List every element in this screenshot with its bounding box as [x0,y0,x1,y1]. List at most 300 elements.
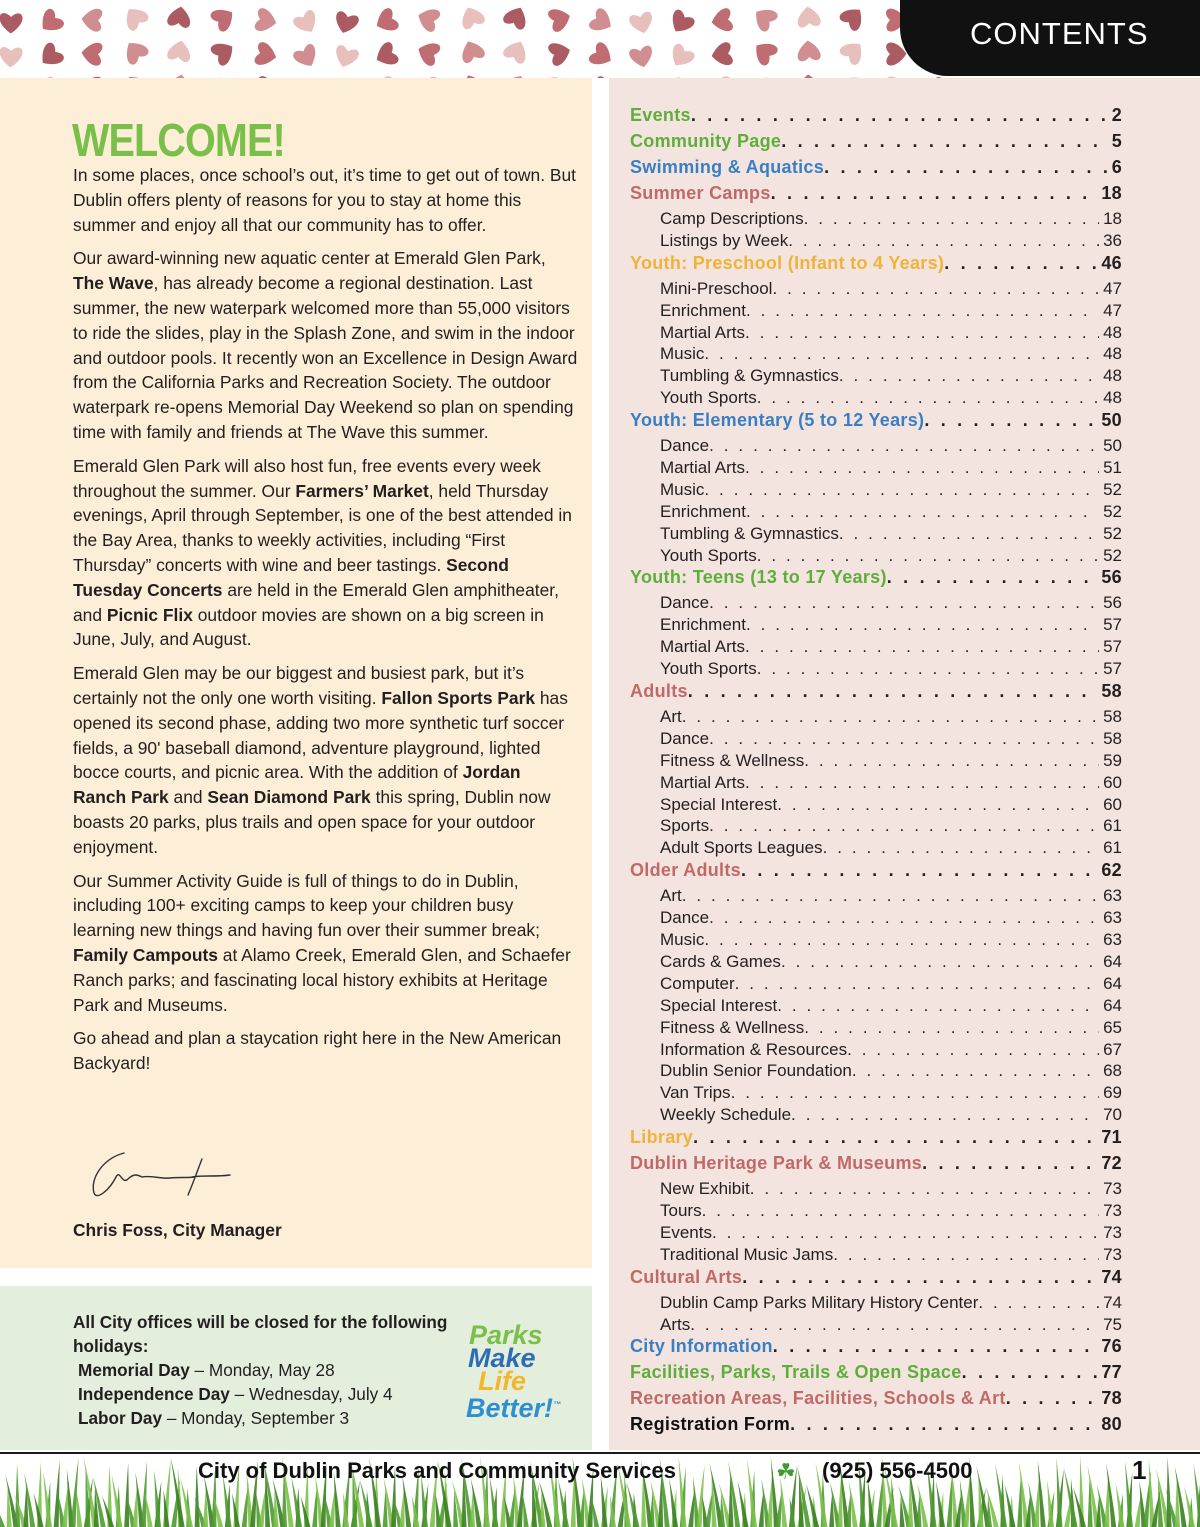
toc-page-number: 56 [1103,593,1122,613]
toc-label: Registration Form [630,1414,791,1435]
toc-label: Tumbling & Gymnastics [660,523,839,543]
toc-section [630,1414,1122,1440]
toc-leader [944,253,1097,274]
toc-entry [630,838,1122,860]
toc-label: Special Interest [660,995,778,1015]
heart-shape [414,38,441,67]
toc-leader [833,1245,1099,1265]
toc-label: Martial Arts [660,637,746,657]
toc-leader [693,1127,1097,1148]
toc-label: Dublin Senior Foundation [660,1061,852,1081]
heart-shape [588,0,617,2]
toc-page-number: 48 [1103,322,1122,342]
toc-label: Events [660,1222,712,1242]
footer-organization: City of Dublin Parks and Community Services [198,1458,677,1483]
welcome-title: WELCOME! [72,114,285,166]
holiday-name: Labor Day [78,1408,163,1428]
toc-leader [777,996,1099,1016]
toc-page-number: 47 [1103,278,1122,298]
toc-entry [630,458,1122,480]
welcome-paragraph: Emerald Glen may be our biggest and busiest park, but it’s certainly not the only one worth visiting. Fallon Sports Park has opened its second phase, adding two more synthetic turf soccer fields, a 90' baseball diamond, adventure playground, lighted bocce courts, and picnic area. With the addition of Jordan Ranch Park and Sean Diamond Park this spring, Dublin now boasts 20 parks, plus trails and open space for your outdoor enjoyment. [73,663,568,857]
toc-page-number: 71 [1101,1127,1122,1148]
toc-leader [788,231,1099,251]
heart-shape [547,5,573,33]
toc-page-number: 72 [1101,1153,1122,1174]
toc-label: Youth: Preschool (Infant to 4 Years) [630,252,945,273]
heart-shape [209,37,239,67]
toc-entry [630,637,1122,659]
toc-label: Camp Descriptions [660,209,804,228]
toc-leader [691,105,1108,126]
heart-shape [457,37,486,64]
toc-entry [630,231,1122,253]
toc-entry [630,344,1122,366]
heart-shape [749,3,779,34]
toc-leader [742,1267,1097,1288]
toc-page-number: 60 [1103,794,1122,814]
toc-section [630,1336,1122,1362]
toc-label: Youth: Elementary (5 to 12 Years) [630,410,925,431]
toc-section [630,1153,1122,1179]
parks-make-life-better-logo: Parks Make Life Better!™ [466,1320,562,1423]
holiday-item [73,1382,463,1406]
toc-leader [745,458,1099,478]
toc-entry [630,974,1122,996]
toc-section [630,253,1122,279]
grass-blade [43,1471,52,1527]
heart-shape [35,0,65,4]
toc-leader [804,751,1099,771]
toc-entry [630,1245,1122,1267]
heart-shape [332,10,360,36]
toc-entry [630,1201,1122,1223]
toc-label: Cultural Arts [630,1266,743,1287]
toc-label: Tours [660,1200,702,1220]
toc-leader [757,388,1099,408]
welcome-paragraph: Go ahead and plan a staycation right here in the New American Backyard! [73,1028,562,1074]
toc-page-number: 73 [1103,1200,1122,1220]
toc-label: Older Adults [630,860,741,881]
toc-label: Listings by Week [660,230,789,250]
grass-blade [76,1489,82,1527]
toc-leader [839,524,1099,544]
toc-label: Cards & Games [660,951,781,971]
toc-leader [690,1315,1099,1335]
toc-leader [804,1018,1099,1038]
toc-label: Martial Arts [660,458,746,478]
toc-leader [1006,1388,1098,1409]
toc-section [630,410,1122,436]
toc-leader [735,974,1099,994]
toc-leader [887,567,1098,588]
toc-leader [745,323,1099,343]
toc-leader [978,1293,1099,1313]
toc-page-number: 75 [1103,1314,1122,1334]
shamrock-icon: ☘ [776,1460,796,1485]
toc-label: Music [660,344,705,364]
heart-shape [372,41,400,70]
toc-leader [682,707,1099,727]
toc-label: Youth: Teens (13 to 17 Years) [630,567,887,588]
toc-section [630,860,1122,886]
heart-shape [628,0,655,2]
toc-leader [777,795,1099,815]
toc-page-number: 58 [1103,707,1122,727]
heart-shape [0,13,23,34]
welcome-paragraph: In some places, once school’s out, it’s time to get out of town. But Dublin offers plenty of reasons for you to stay at home this summer and enjoy all that our community has to offer. [73,165,576,235]
grass-blade [1005,1484,1016,1527]
holiday-notice [73,1310,463,1430]
toc-section [630,131,1122,157]
footer-phone: (925) 556-4500 [822,1458,973,1483]
toc-section [630,157,1122,183]
heart-shape [458,71,487,78]
toc-label: Computer [660,973,735,993]
toc-entry [630,615,1122,637]
toc-page-number: 73 [1103,1244,1122,1264]
holiday-notice-title: All City offices will be closed for the following holidays: [73,1312,448,1356]
toc-leader [823,838,1100,858]
toc-label: Music [660,479,705,499]
toc-entry [630,1040,1122,1062]
toc-leader [790,1414,1097,1435]
toc-entry [630,546,1122,568]
grass-blade [523,1494,529,1527]
toc-page-number: 51 [1103,458,1122,478]
heart-shape [457,3,486,30]
toc-label: Facilities, Parks, Trails & Open Space [630,1362,962,1383]
toc-entry [630,996,1122,1018]
toc-label: Mini-Preschool [660,278,773,298]
toc-section [630,183,1122,209]
heart-shape [414,4,441,33]
toc-entry [630,1293,1122,1315]
heart-shape [588,7,617,37]
toc-leader [771,183,1098,204]
toc-entry [630,773,1122,795]
grass-blade [124,1463,129,1527]
toc-entry [630,279,1122,301]
toc-page-number: 58 [1101,681,1122,702]
toc-label: Dublin Camp Parks Military History Center [660,1292,979,1312]
grass-blade [1184,1486,1195,1527]
toc-leader [688,681,1098,702]
toc-page-number: 48 [1103,388,1122,408]
toc-page-number: 76 [1101,1336,1122,1357]
heart-shape [372,7,400,37]
heart-shape [372,0,400,2]
toc-label: Adult Sports Leagues [660,838,823,858]
toc-page-number: 63 [1103,886,1122,906]
heart-shape [167,5,193,29]
toc-label: Arts [660,1314,691,1334]
grass-blade [669,1478,678,1527]
toc-leader [924,410,1097,431]
toc-entry [630,1223,1122,1245]
grass-blade [1194,1464,1200,1527]
toc-leader [704,344,1099,364]
toc-entry [630,524,1122,546]
toc-entry [630,301,1122,323]
heart-shape [547,39,573,67]
toc-leader [709,593,1099,613]
welcome-paragraph: Our Summer Activity Guide is full of things to do in Dublin, including 100+ exciting camps to keep your children busy learning new things and having fun over their summer break; Family Campouts at Alamo Creek, Emerald Glen, and Schaefer Ranch parks; and fascinating local history exhibits at Heritage Park and Museums. [73,870,571,1015]
toc-leader [839,366,1099,386]
heart-shape [292,43,322,72]
toc-page-number: 18 [1103,209,1122,228]
heart-shape [587,41,616,71]
toc-section [630,1388,1122,1414]
toc-page-number: 68 [1103,1061,1122,1081]
grass-blade [54,1460,60,1527]
heart-shape [35,41,65,72]
toc-label: Fitness & Wellness [660,750,805,770]
toc-page-number: 36 [1103,230,1122,250]
toc-page-number: 74 [1103,1292,1122,1312]
heart-shape [254,7,279,34]
toc-label: Youth Sports [660,388,757,408]
toc-leader [682,886,1099,906]
toc-entry [630,1179,1122,1201]
heart-shape [796,40,821,62]
toc-leader [702,1201,1100,1221]
toc-page-number: 52 [1103,479,1122,499]
heart-shape [710,8,734,34]
heart-shape [120,70,150,78]
grass-blade [759,1490,764,1527]
toc-page-number: 78 [1101,1388,1122,1409]
toc-page-number: 64 [1103,973,1122,993]
toc-page-number: 73 [1103,1222,1122,1242]
heart-shape [628,45,655,70]
grass-blade [1116,1483,1125,1527]
toc-label: Dublin Heritage Park & Museums [630,1153,923,1174]
holiday-item [73,1406,463,1430]
header-band [0,0,1200,78]
grass-blade [738,1481,749,1527]
toc-label: New Exhibit [660,1179,750,1199]
toc-entry [630,659,1122,681]
heart-shape [502,3,531,31]
heart-shape [167,39,193,63]
holiday-item [73,1358,463,1382]
toc-leader [746,615,1099,635]
heart-shape [838,2,869,32]
heart-shape [666,42,696,72]
heart-shape [120,2,151,32]
toc-label: Dance [660,728,710,748]
heart-shape [666,0,696,4]
toc-label: Van Trips [660,1083,731,1103]
toc-page-number: 74 [1101,1266,1122,1287]
grass-blade [0,1497,5,1527]
toc-section [630,681,1122,707]
toc-label: Sports [660,816,710,836]
toc-section [630,567,1122,593]
toc-entry [630,751,1122,773]
toc-label: Events [630,105,691,125]
grass-blade [747,1459,757,1527]
toc-label: Art [660,707,682,727]
toc-leader [712,1223,1099,1243]
toc-entry [630,323,1122,345]
toc-leader [824,157,1108,178]
toc-entry [630,593,1122,615]
heart-shape [209,3,239,33]
heart-shape [0,47,23,68]
heart-shape [838,70,869,78]
toc-label: Fitness & Wellness [660,1017,805,1037]
toc-entry [630,952,1122,974]
toc-entry [630,436,1122,458]
heart-shape [332,0,360,2]
holiday-date: – Monday, May 28 [189,1360,335,1380]
heart-shape [628,11,655,36]
heart-shape [710,42,734,68]
toc-label: Enrichment [660,300,746,320]
contents-tab-label: CONTENTS [970,16,1149,51]
toc-leader [704,480,1099,500]
toc-section [630,105,1122,131]
toc-leader [741,860,1097,881]
toc-page-number: 52 [1103,501,1122,521]
holiday-name: Independence Day [78,1384,230,1404]
toc-entry [630,1315,1122,1337]
heart-shape [332,44,360,70]
toc-page-number: 5 [1111,131,1122,151]
toc-page-number: 58 [1103,728,1122,748]
heart-shape [749,71,779,78]
table-of-contents [630,105,1122,1440]
grass-blade [558,1479,569,1527]
toc-label: Adults [630,681,688,702]
toc-leader [781,131,1107,152]
toc-label: Weekly Schedule [660,1105,792,1125]
toc-entry [630,209,1122,231]
toc-entry [630,816,1122,838]
toc-page-number: 50 [1101,410,1122,431]
toc-page-number: 60 [1103,772,1122,792]
toc-leader [922,1153,1097,1174]
heart-shape [292,0,322,3]
toc-page-number: 69 [1103,1083,1122,1103]
toc-page-number: 56 [1101,567,1122,588]
heart-shape [80,41,103,66]
toc-label: Swimming & Aquatics [630,157,825,177]
toc-label: Music [660,930,705,950]
toc-page-number: 64 [1103,951,1122,971]
heart-shape [838,36,869,66]
toc-page-number: 73 [1103,1179,1122,1199]
grass-blade [1167,1457,1172,1527]
heart-shape [35,7,65,38]
holiday-date: – Wednesday, July 4 [229,1384,393,1404]
toc-label: Dance [660,593,710,613]
toc-page-number: 70 [1103,1105,1122,1125]
grass-blade [112,1474,123,1527]
toc-label: City Information [630,1336,773,1357]
toc-entry [630,1105,1122,1127]
toc-leader [791,1105,1099,1125]
toc-label: Special Interest [660,794,778,814]
toc-label: Martial Arts [660,322,746,342]
heart-shape [796,5,821,28]
toc-leader [746,301,1099,321]
heart-shape [209,71,238,78]
toc-page-number: 18 [1101,183,1122,203]
toc-page-number: 64 [1103,995,1122,1015]
toc-label: Enrichment [660,615,746,635]
toc-page-number: 67 [1103,1039,1122,1059]
toc-label: Enrichment [660,501,746,521]
grass-blade [15,1464,20,1527]
toc-entry [630,795,1122,817]
toc-leader [709,908,1099,928]
toc-label: Dance [660,908,710,928]
toc-page-number: 61 [1103,816,1122,836]
toc-page-number: 48 [1103,366,1122,386]
page-number: 1 [1132,1455,1147,1485]
toc-page-number: 2 [1111,105,1122,125]
heart-shape [81,7,103,32]
toc-leader [757,659,1099,679]
toc-page-number: 59 [1103,750,1122,770]
toc-label: Recreation Areas, Facilities, Schools & Art [630,1388,1006,1409]
heart-shape [666,8,696,38]
toc-page-number: 63 [1103,908,1122,928]
toc-entry [630,1083,1122,1105]
toc-entry [630,886,1122,908]
toc-page-number: 52 [1103,545,1122,565]
toc-page-number: 6 [1111,157,1122,177]
grass-blade [141,1461,147,1527]
grass-blade [936,1481,945,1527]
toc-leader [750,1179,1099,1199]
toc-leader [772,279,1099,299]
toc-page-number: 65 [1103,1017,1122,1037]
toc-leader [745,637,1099,657]
toc-label: Martial Arts [660,772,746,792]
toc-label: Library [630,1127,694,1148]
signer-name: Chris Foss, City Manager [73,1220,282,1240]
heart-shape [502,71,532,78]
toc-leader [709,729,1099,749]
welcome-paragraph: Emerald Glen Park will also host fun, free events every week throughout the summer. Our Farmers’ Market, held Thursday evenings, April through September, is one of the best attended in the Bay Area, thanks to weekly activities, including “First Thursday” concerts with wine and beer tastings. Second Tuesday Concerts are held in the Emerald Glen amphitheater, and Picnic Flix outdoor movies are shown on a big screen in June, July, and August. [73,455,572,650]
contents-tab [900,0,1200,76]
toc-label: Information & Resources [660,1039,848,1059]
toc-page-number: 63 [1103,930,1122,950]
heart-shape [292,8,322,37]
toc-leader [781,952,1099,972]
toc-entry [630,388,1122,410]
toc-page-number: 62 [1101,860,1122,881]
toc-entry [630,707,1122,729]
welcome-letter [73,163,578,1085]
toc-leader [709,816,1099,836]
toc-leader [962,1362,1098,1383]
toc-leader [847,1040,1099,1060]
toc-section [630,1267,1122,1293]
toc-section [630,1362,1122,1388]
toc-page-number: 46 [1101,252,1122,273]
toc-page-number: 47 [1103,300,1122,320]
toc-page-number: 52 [1103,523,1122,543]
toc-entry [630,480,1122,502]
heart-shape [254,41,279,68]
toc-label: Youth Sports [660,545,757,565]
toc-label: Tumbling & Gymnastics [660,366,839,386]
toc-page-number: 48 [1103,344,1122,364]
